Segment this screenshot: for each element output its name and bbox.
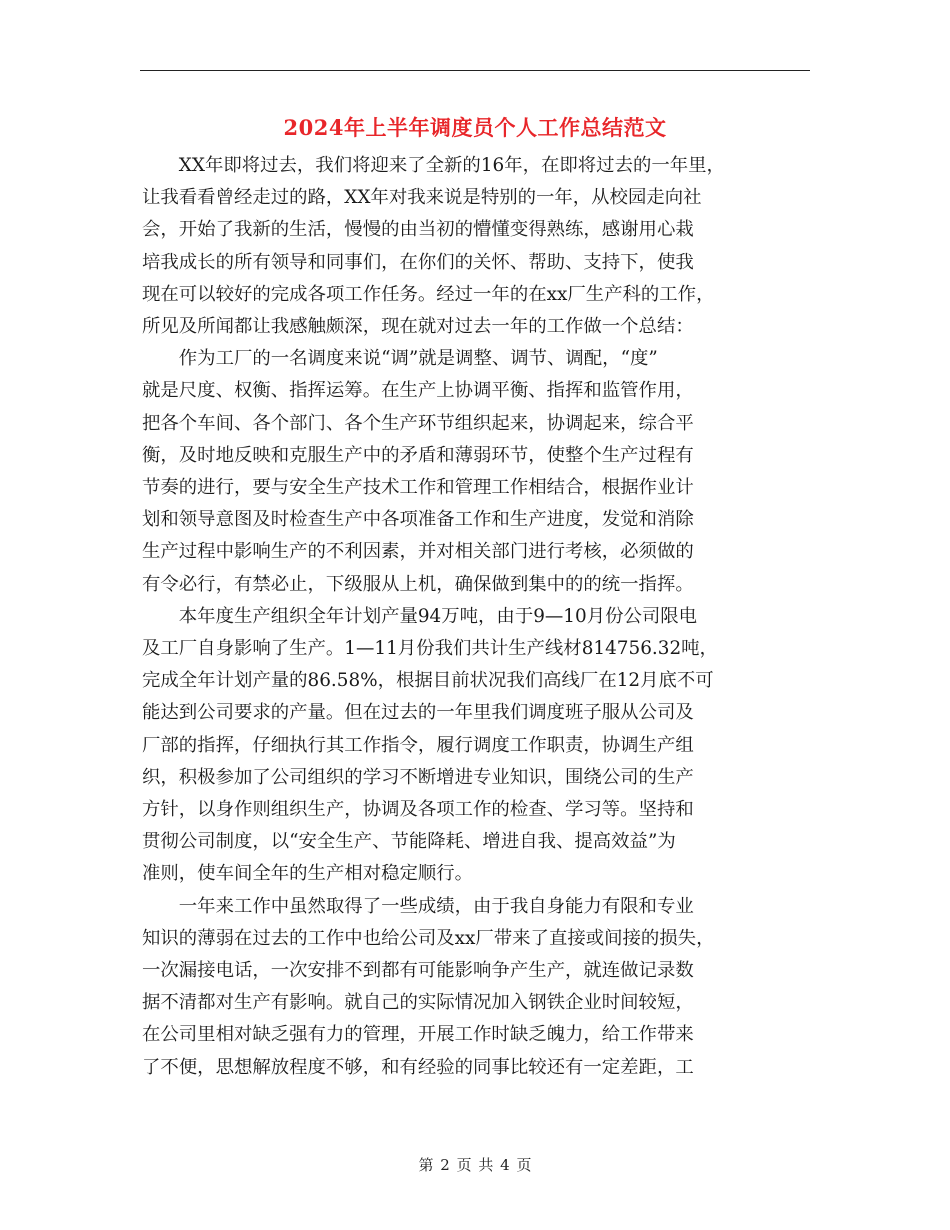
paragraph-1 <box>142 150 810 343</box>
text-line: 能达到公司要求的产量。但在过去的一年里我们调度班子服从公司及 <box>142 702 694 724</box>
text-line: 织，积极参加了公司组织的学习不断增进专业知识，围绕公司的生产 <box>142 766 694 788</box>
text-line: 方针，以身作则组织生产，协调及各项工作的检查、学习等。坚持和 <box>142 799 694 821</box>
text-line: 知识的薄弱在过去的工作中也给公司及xx厂带来了直接或间接的损失， <box>142 927 715 949</box>
text-line: 衡，及时地反映和克服生产中的矛盾和薄弱环节，使整个生产过程有 <box>142 444 694 466</box>
page-footer: 第 2 页 共 4 页 <box>418 1156 532 1174</box>
text-line: 会，开始了我新的生活，慢慢的由当初的懵懂变得熟练，感谢用心栽 <box>142 219 694 241</box>
text-line: 作为工厂的一名调度来说“调”就是调整、调节、调配，“度” <box>142 348 658 370</box>
header-rule <box>140 70 810 71</box>
text-line: 有令必行，有禁必止，下级服从上机，确保做到集中的的统一指挥。 <box>142 573 694 595</box>
text-line: 完成全年计划产量的86.58%，根据目前状况我们高线厂在12月底不可 <box>142 670 714 692</box>
text-line: 节奏的进行，要与安全生产技术工作和管理工作相结合，根据作业计 <box>142 477 694 499</box>
text-line: 及工厂自身影响了生产。1—11月份我们共计生产线材814756.32吨， <box>142 638 718 660</box>
text-line: 一年来工作中虽然取得了一些成绩，由于我自身能力有限和专业 <box>142 895 694 917</box>
text-line: 据不清都对生产有影响。就自己的实际情况加入钢铁企业时间较短， <box>142 992 694 1014</box>
text-line: 准则，使车间全年的生产相对稳定顺行。 <box>142 863 474 885</box>
text-line: XX年即将过去，我们将迎来了全新的16年，在即将过去的一年里， <box>142 155 725 176</box>
text-line: 让我看看曾经走过的路，XX年对我来说是特别的一年，从校园走向社 <box>142 187 702 209</box>
paragraph-3 <box>142 601 810 891</box>
paragraph-2 <box>142 343 810 601</box>
text-line: 贯彻公司制度，以“安全生产、节能降耗、增进自我、提高效益”为 <box>142 831 676 853</box>
document-body <box>142 150 810 1084</box>
text-line: 把各个车间、各个部门、各个生产环节组织起来，协调起来，综合平 <box>142 412 694 434</box>
text-line: 本年度生产组织全年计划产量94万吨，由于9—10月份公司限电 <box>142 605 698 627</box>
text-line: 了不便，思想解放程度不够，和有经验的同事比较还有一定差距，工 <box>142 1056 694 1078</box>
text-line: 在公司里相对缺乏强有力的管理，开展工作时缺乏魄力，给工作带来 <box>142 1024 694 1046</box>
text-line: 就是尺度、权衡、指挥运筹。在生产上协调平衡、指挥和监管作用， <box>142 380 694 402</box>
text-line: 划和领导意图及时检查生产中各项准备工作和生产进度，发觉和消除 <box>142 509 694 531</box>
text-line: 培我成长的所有领导和同事们，在你们的关怀、帮助、支持下，使我 <box>142 251 694 273</box>
paragraph-4 <box>142 891 810 1084</box>
text-line: 厂部的指挥，仔细执行其工作指令，履行调度工作职责，协调生产组 <box>142 734 694 756</box>
text-line: 生产过程中影响生产的不利因素，并对相关部门进行考核，必须做的 <box>142 541 694 563</box>
text-line: 所见及所闻都让我感触颇深，现在就对过去一年的工作做一个总结： <box>142 316 694 338</box>
document-title: 2024年上半年调度员个人工作总结范文 <box>283 115 667 140</box>
text-line: 一次漏接电话，一次安排不到都有可能影响争产生产，就连做记录数 <box>142 960 694 982</box>
text-line: 现在可以较好的完成各项工作任务。经过一年的在xx厂生产科的工作， <box>142 283 715 305</box>
